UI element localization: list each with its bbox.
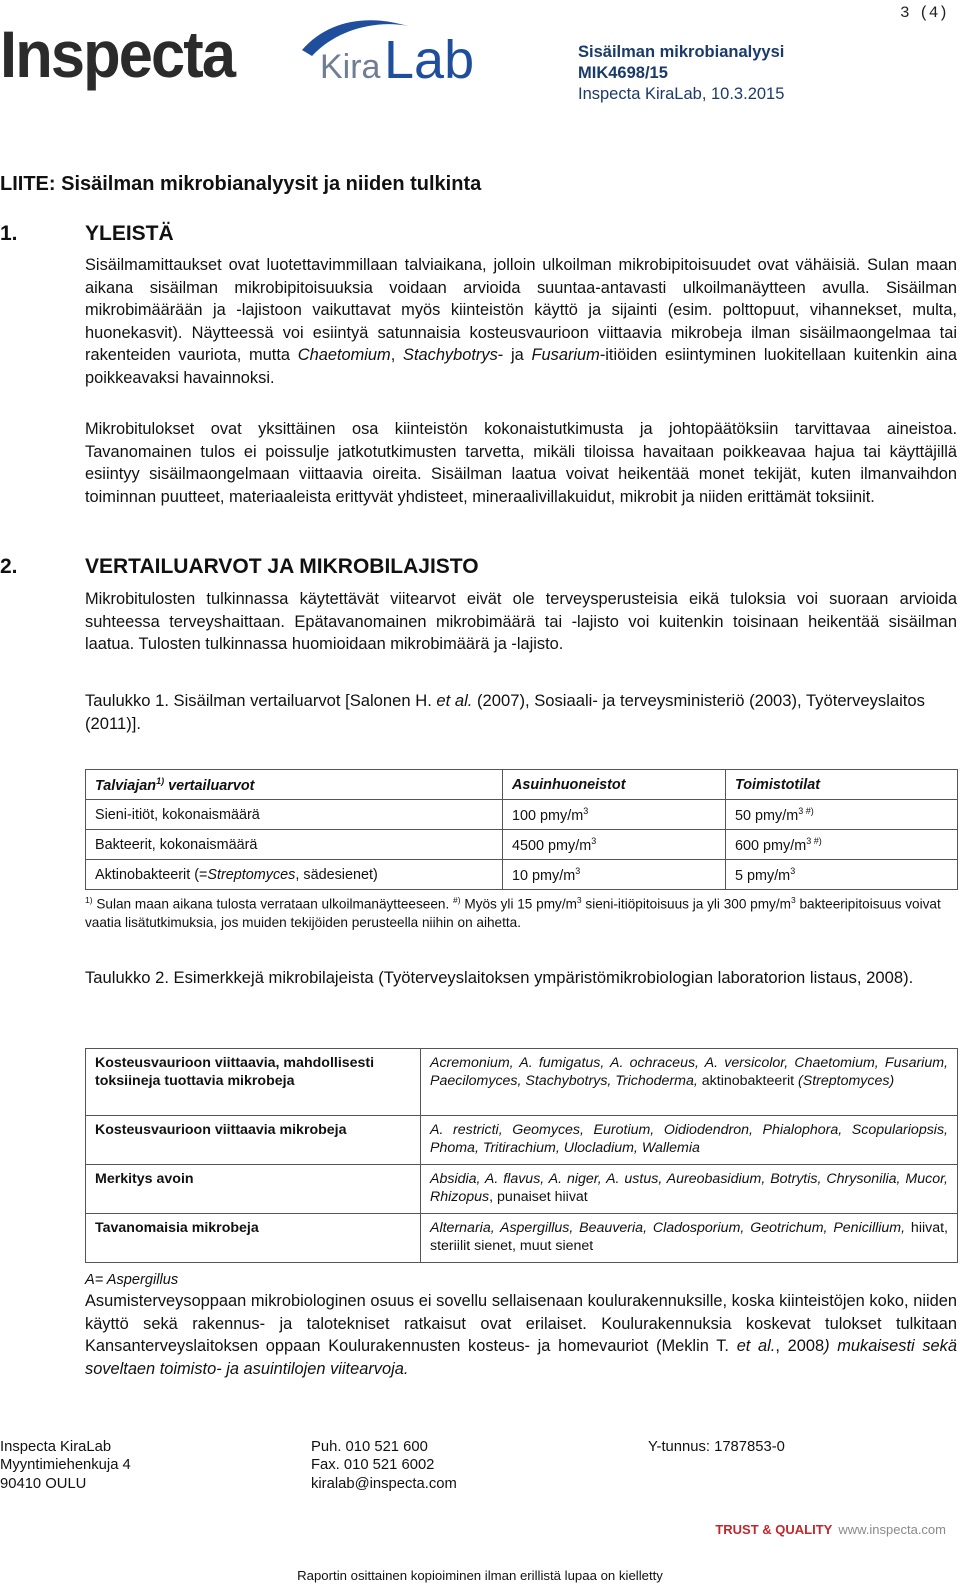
section-1-number: 1.: [0, 222, 18, 245]
footer-fax: Fax. 010 521 6002: [311, 1457, 435, 1474]
species-list: Absidia, A. flavus, A. niger, A. ustus, Aureobasidium, Botrytis, Chrysonilia, Mucor, Rhizopus, punaiset hiivat: [421, 1165, 958, 1214]
section-2-paragraph-1: Mikrobitulosten tulkinnassa käytettävät viitearvot eivät ole terveysperusteisia eikä tuloksia voi suoraan arvioida suhteessa terveyshaittaan. Epätavanomainen mikrobimäärä tai -lajisto voi kuitenkin toisinaan heikentää sisäilman laatua. Tulosten tulkinnassa huomioidaan mikrobimäärä ja -lajisto.: [85, 590, 957, 654]
table-row: [86, 830, 958, 860]
row-label: Aktinobakteerit (=Streptomyces, sädesienet): [86, 860, 503, 890]
species-list: Acremonium, A. fumigatus, A. ochraceus, A. versicolor, Chaetomium, Fusarium, Paecilomyces, Stachybotrys, Trichoderma, aktinobakteerit (Streptomyces): [421, 1049, 958, 1116]
footer-business-id: Y-tunnus: 1787853-0: [648, 1439, 785, 1455]
header-cell-office: Toimistotilat: [726, 770, 958, 800]
kira-text: Kira: [320, 48, 381, 86]
page-number: 3 (4): [899, 4, 948, 22]
table-row: [86, 1214, 958, 1263]
table-1-caption: [85, 689, 957, 735]
kiralab-logo: [298, 16, 490, 86]
report-title: Sisäilman mikrobianalyysi: [578, 43, 785, 61]
section-2-title: VERTAILUARVOT JA MIKROBILAJISTO: [85, 555, 479, 578]
p1-text-b: ,: [390, 346, 404, 365]
header-cell-residential: Asuinhuoneistot: [503, 770, 726, 800]
table-row: [86, 1165, 958, 1214]
table-header-row: [86, 770, 958, 800]
section-1-title: YLEISTÄ: [85, 222, 174, 245]
header-cell-winter: Talviajan$^{1)}$ vertailuarvot: [86, 770, 503, 800]
p1-italic-fusarium: Fusarium: [531, 346, 600, 365]
category-label: Merkitys avoin: [86, 1165, 421, 1214]
trust-quality-banner: [715, 1522, 946, 1537]
residential-value: 100 pmy/$m^3$: [503, 800, 726, 830]
table-row: [86, 860, 958, 890]
inspecta-logo: Inspecta: [0, 17, 235, 91]
footer-address: [0, 1438, 131, 1493]
trust-quality-text: TRUST & QUALITY: [715, 1522, 833, 1537]
report-code: MIK4698/15: [578, 64, 668, 82]
closing-paragraph: Asumisterveysoppaan mikrobiologinen osuus ei sovellu sellaisenaan koulurakennuksille, koska kiinteistöjen koko, niiden käyttö sekä rakennus- ja talotekniset ratkaisut ovat erilaiset. Koulurakennuksia koskevat tulokset tulkitaan Kansanterveyslaitoksen oppaan Koulurakennusten kosteus- ja homevauriot (Meklin T. et al., 2008) mukaisesti sekä soveltaen toimisto- ja asuintilojen viitearvoja.: [85, 1292, 957, 1378]
p1-text-a: Sisäilmamittaukset ovat luotettavimmillaan talviaikana, jolloin ulkoilman mikrobipitoisuudet ovat vähäisiä. Sulan maan aikana sisäilman mikrobipitoisuuksia voidaan arvioida suuntaa-antavasti ulkoilmanäytteen avulla. Sisäilman mikrobimäärään ja -lajistoon vaikuttavat myös kiinteistön käyttö ja sijainti (esim. polttopuut, vihannekset, multa, huonekasvit). Näytteessä voi esiintyä satunnaisia kosteusvaurioon viittaavia mikrobeja ilman sisäilmaongelmaa tai rakenteiden vauriota, mutta: [85, 256, 957, 365]
reference-values-table: [85, 769, 958, 890]
row-label: Bakteerit, kokonaismäärä: [86, 830, 503, 860]
office-value: 5 pmy/$m^3$: [726, 860, 958, 890]
web-address[interactable]: www.inspecta.com: [838, 1522, 946, 1537]
table-row: [86, 800, 958, 830]
footer-company: Inspecta KiraLab: [0, 1439, 112, 1455]
category-label: Tavanomaisia mikrobeja: [86, 1214, 421, 1263]
residential-value: 10 pmy/$m^3$: [503, 860, 726, 890]
copy-notice: Raportin osittainen kopioiminen ilman erillistä lupaa on kielletty: [297, 1568, 663, 1583]
section-2-number: 2.: [0, 555, 18, 578]
species-list: A. restricti, Geomyces, Eurotium, Oidiodendron, Phialophora, Scopulariopsis, Phoma, Tritirachium, Ulocladium, Wallemia: [421, 1116, 958, 1165]
t1-caption-italic: et al.: [436, 691, 473, 710]
lab-text: Lab: [384, 30, 475, 86]
t1-caption-a: Taulukko 1. Sisäilman vertailuarvot [Salonen H.: [85, 691, 437, 710]
category-label: Kosteusvaurioon viittaavia mikrobeja: [86, 1116, 421, 1165]
footer-city: 90410 OULU: [0, 1475, 87, 1492]
footer-street: Myyntimiehenkuja 4: [0, 1457, 131, 1474]
p1-text-c: - ja: [497, 346, 532, 365]
p1-italic-chaetomium: Chaetomium: [297, 346, 391, 365]
section-1-heading: [0, 222, 960, 248]
attachment-title: LIITE: Sisäilman mikrobianalyysit ja niiden tulkinta: [0, 173, 482, 195]
category-label: Kosteusvaurioon viittaavia, mahdollisesti toksiineja tuottavia mikrobeja: [86, 1049, 421, 1116]
table-1-footnote: $^{1)}$ Sulan maan aikana tulosta verrataan ulkoilmanäytteeseen. #) Myös yli 15 pmy/$m^3$ sieni-itiöpitoisuus ja yli 300 pmy/$m^3$ bakteeripitoisuus voivat vaatia lisätutkimuksia, jos muiden tekijöiden perusteella niihin on aihetta.: [85, 895, 941, 930]
footer-contact: [311, 1438, 457, 1493]
report-issuer-date: Inspecta KiraLab, 10.3.2015: [578, 85, 785, 103]
species-list: Alternaria, Aspergillus, Beauveria, Cladosporium, Geotrichum, Penicillium, hiivat, steriilit sienet, muut sienet: [421, 1214, 958, 1263]
t1-caption-b: (2007), Sosiaali- ja terveysministeriö (2003), Työterveyslaitos (2011)].: [85, 691, 925, 733]
kiralab-swoosh-icon: [298, 16, 490, 86]
office-value: 50 pmy/$m^{3 \#)}$: [726, 800, 958, 830]
table-2-caption: Taulukko 2. Esimerkkejä mikrobilajeista (Työterveyslaitoksen ympäristömikrobiologian laboratorion listaus, 2008).: [85, 968, 914, 987]
footer-email[interactable]: kiralab@inspecta.com: [311, 1475, 457, 1492]
residential-value: 4500 pmy/$m^3$: [503, 830, 726, 860]
p1-text-d: -itiöiden esiintyminen luokitellaan kuitenkin aina poikkeavaksi havainnoksi.: [85, 346, 958, 387]
office-value: 600 pmy/$m^{3 \#)}$: [726, 830, 958, 860]
footer-phone: Puh. 010 521 600: [311, 1439, 428, 1455]
section-1-paragraph-2: Mikrobitulokset ovat yksittäinen osa kiinteistön kokonaistutkimusta ja johtopäätöksiin tarvittavaa aineistoa. Tavanomainen tulos ei poissulje jatkotutkimusten tarvetta, mikäli tiloissa havaitaan poikkeavaa hajua tai käyttäjillä esiintyy sisäilmaongelmaan viittaavia oireita. Sisäilman laatua voivat heikentää monet tekijät, kuten ilmanvaihdon toiminnan puutteet, materiaaleista erittyvät yhdisteet, mineraalivillakuidut, mikrobit ja niiden erittämät toksiinit.: [85, 420, 957, 506]
section-2-heading: [0, 555, 960, 581]
table-2-note: A= Aspergillus: [85, 1272, 179, 1288]
report-header: [578, 42, 784, 105]
table-row: [86, 1049, 958, 1116]
table-row: [86, 1116, 958, 1165]
microbe-species-table: [85, 1048, 958, 1263]
section-1-paragraph-1: [85, 254, 957, 390]
p1-italic-stachybotrys: Stachybotrys: [403, 346, 498, 365]
row-label: Sieni-itiöt, kokonaismäärä: [86, 800, 503, 830]
